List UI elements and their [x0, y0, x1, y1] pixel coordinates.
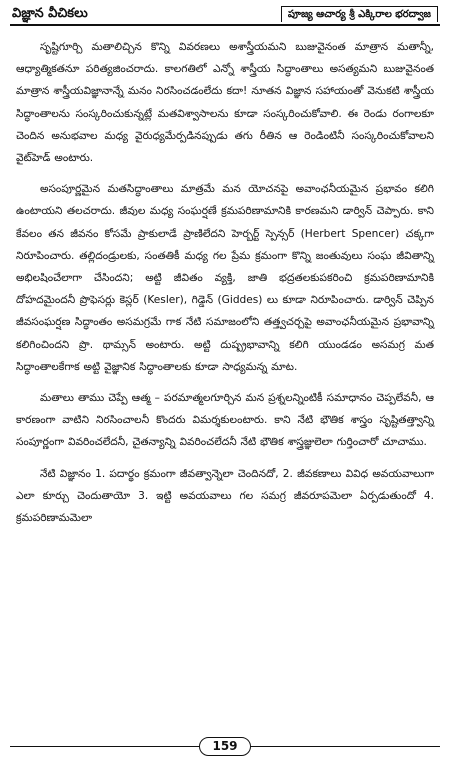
- book-title: విజ్ఞాన వీచికలు: [12, 6, 88, 21]
- page-body: [10, 26, 440, 529]
- paragraph-1: సృష్టిగూర్చి మతాలిచ్చిన కొన్ని వివరణలు అశాస్త్రీయమని బుజువైనంత మాత్రాన మతాన్నీ, ఆధ్యాత్మికతనూ పరిత్యజించరాదు. కాలగతిలో ఎన్నో శాస్త్రీయ సిద్ధాంతాలు అసత్యమని బుజువైనంత మాత్రాన శాస్త్రీయవిజ్ఞానాన్నే మనం నిరసించడంలేదు కదా! నూతన విజ్ఞాన సహాయంతో వెనుకటి శాస్త్రీయ సిద్ధాంతాలను సంస్కరించుకున్నట్లే మతవిశ్వాసాలను కూడా సంస్కరించుకోవాలి. ఈ రెండు రంగాలకూ చెందిన అనుభవాల మధ్య వైరుధ్యమేర్పడినప్పుడు తగు రీతిన ఆ రెండింటినీ సంస్కరించుకోవాలని వైట్‌హెడ్ అంటారు.: [16, 41, 434, 165]
- paragraph-4: నేటి విజ్ఞానం 1. పదార్థం క్రమంగా జీవత్వాన్నెలా చెందినదో, 2. జీవకణాలు వివిధ అవయవాలుగా ఎలా కూర్చు చెందుతాయో 3. ఇట్టి అవయవాలు గల సమగ్ర జీవరూపమెలా ఏర్పడుతుందో 4. క్రమపరిణామమెలా: [16, 467, 434, 525]
- paragraph-2: అసంపూర్ణమైన మతసిద్ధాంతాలు మాత్రమే మన యోచనపై అవాంఛనీయమైన ప్రభావం కలిగి ఉంటాయని తలచరాదు. జీవుల మధ్య సంఘర్షణే క్రమపరిణామానికి కారణమని డార్విన్ చెప్పారు. కాని కేవలం తన జీవనం కోసమే ప్రాకులాడే ప్రాణిలేదని హెర్బర్ట్ స్పెన్సర్ (Herbert Spencer) చక్కగా నిరూపించారు. తల్లిదండ్రులకు, సంతతికీ మధ్య గల ప్రేమ క్రమంగా కొన్ని జంతువులు సంఘ జీవితాన్ని అభిలషించేలాగా చేసిందని; అట్టి జీవితం వ్యక్తి, జాతి భద్రతలకుపకరించి క్రమపరిణామానికి దోహదమైందనీ ప్రొఫెసర్లు కెస్లర్ (Kesler), గిడ్డెన్ (Giddes) లు కూడా నిరూపించారు. డార్విన్ చెప్పిన జీవసంఘర్షణ సిద్ధాంతం అసమగ్రమే గాక నేటి సమాజంలోని తత్త్వచర్చపై అవాంఛనీయమైన ప్రభావాన్ని కలిగించిందని ప్రొ. థామ్సన్ అంటారు. అట్టి దుష్ప్రభావాన్ని కలిగి యుండడం అసమగ్ర మత సిద్ధాంతాలకేగాక అట్టి వైజ్ఞానిక సిద్ధాంతాలకు కూడా సాధ్యమన్న మాట.: [16, 183, 434, 373]
- page-number: 159: [199, 737, 250, 756]
- running-header: [10, 0, 440, 26]
- author-name: పూజ్య ఆచార్య శ్రీ ఎక్కిరాల భరద్వాజ: [281, 6, 438, 22]
- page-footer: [0, 736, 450, 756]
- paragraph-3: మతాలు తాము చెప్పే ఆత్మ – పరమాత్మలగూర్చిన మన ప్రశ్నలన్నింటికీ సమాధానం చెప్పలేవనీ, ఆ కారణంగా వాటిని నిరసించాలనీ కొందరు విమర్శకులంటారు. కాని నేటి భౌతిక శాస్త్రం సృష్టితత్త్వాన్ని సంపూర్ణంగా వివరించలేదనీ, చైతన్యాన్ని వివరించలేదనీ నేటి భౌతిక శాస్త్రజ్ఞులెలా గుర్తించారో చూచాము.: [16, 392, 434, 449]
